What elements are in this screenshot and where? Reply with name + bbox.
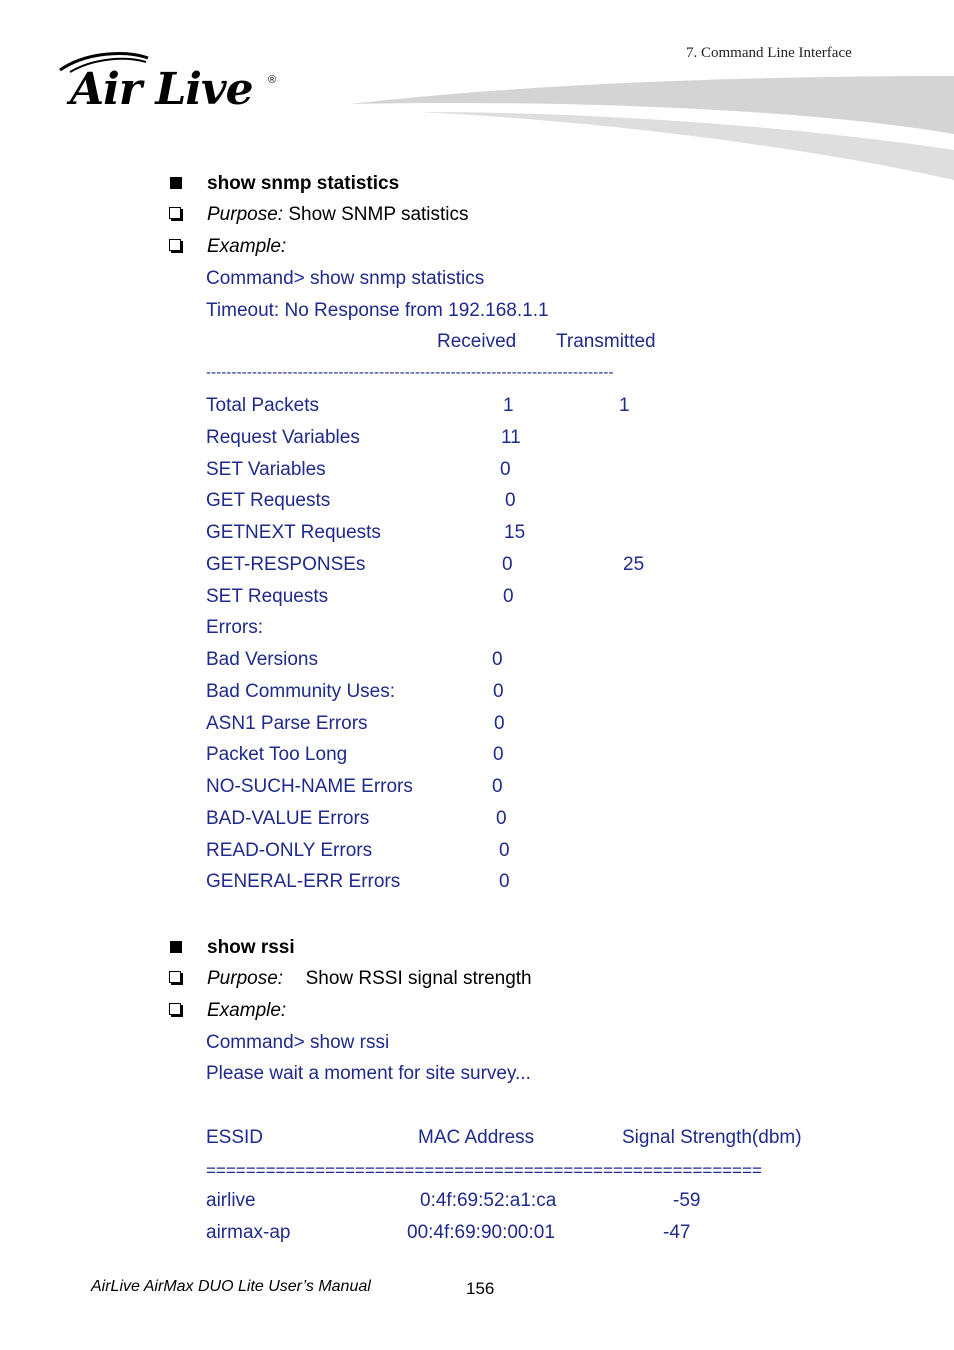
- rssi-row-essid: airmax-ap: [206, 1222, 291, 1243]
- snmp-row-received: 0: [499, 871, 510, 893]
- checkbox-bullet-icon: [169, 971, 181, 983]
- snmp-row-label: NO-SUCH-NAME Errors: [206, 776, 413, 797]
- logo-text: Air Live: [70, 64, 253, 115]
- purpose-text: Show SNMP satistics: [288, 204, 469, 225]
- snmp-row-received: 0: [503, 585, 514, 607]
- page-number: 156: [466, 1279, 495, 1298]
- header-mac: MAC Address: [418, 1127, 535, 1148]
- snmp-row-label: READ-ONLY Errors: [206, 839, 373, 861]
- header-signal: Signal Strength(dbm): [622, 1127, 802, 1148]
- rssi-row-mac: 0:4f:69:52:a1:ca: [420, 1190, 557, 1211]
- snmp-row-received: 0: [496, 807, 507, 829]
- header-essid: ESSID: [206, 1127, 264, 1148]
- chapter-title: 7. Command Line Interface: [686, 45, 852, 61]
- rssi-row-signal: -59: [673, 1190, 701, 1211]
- snmp-row-received: 0: [500, 458, 511, 480]
- snmp-row-label: GET Requests: [206, 490, 331, 512]
- section-bullet-icon: [170, 177, 182, 189]
- command-line: Command> show snmp statistics: [206, 268, 485, 289]
- snmp-row-transmitted: 25: [623, 553, 645, 575]
- logo-registered-mark: ®: [268, 74, 277, 86]
- header-transmitted: Transmitted: [556, 331, 656, 352]
- snmp-row-received: 0: [499, 839, 510, 861]
- section-bullet-icon: [170, 941, 182, 953]
- snmp-row-label: SET Variables: [206, 458, 326, 480]
- snmp-row-transmitted: 1: [619, 395, 630, 416]
- checkbox-bullet-icon: [169, 239, 181, 251]
- snmp-row-received: 1: [503, 395, 514, 416]
- footer-manual-title: AirLive AirMax DUO Lite User’s Manual: [91, 1278, 371, 1295]
- snmp-row-label: GET-RESPONSEs: [206, 553, 366, 575]
- purpose-line: [207, 204, 469, 226]
- snmp-row-label: GETNEXT Requests: [206, 522, 381, 543]
- snmp-row-received: 0: [492, 649, 503, 670]
- snmp-row-label: Bad Community Uses:: [206, 680, 396, 702]
- checkbox-bullet-icon: [169, 1003, 181, 1015]
- rssi-row-signal: -47: [663, 1222, 691, 1243]
- timeout-line: Timeout: No Response from 192.168.1.1: [206, 300, 549, 321]
- snmp-row-received: 0: [505, 490, 516, 512]
- snmp-row-received: 15: [504, 522, 526, 543]
- snmp-row-received: 0: [502, 553, 513, 575]
- snmp-row-received: 0: [493, 744, 504, 766]
- section-title: show snmp statistics: [207, 173, 400, 194]
- example-label: Example:: [207, 236, 287, 257]
- snmp-row-received: 0: [493, 680, 504, 702]
- snmp-row-label: Request Variables: [206, 426, 360, 448]
- wait-line: Please wait a moment for site survey...: [206, 1063, 531, 1084]
- snmp-row-received: 0: [494, 712, 505, 734]
- snmp-row-label: Packet Too Long: [206, 744, 348, 766]
- checkbox-bullet-icon: [169, 207, 181, 219]
- example-label: Example:: [207, 1000, 287, 1021]
- rssi-divider: ========================================================: [206, 1161, 762, 1180]
- purpose-text: Show RSSI signal strength: [305, 968, 532, 989]
- purpose-line: [207, 968, 532, 990]
- purpose-label: Purpose:: [207, 968, 284, 989]
- command-line: Command> show rssi: [206, 1032, 390, 1053]
- rssi-row-essid: airlive: [206, 1190, 256, 1211]
- snmp-row-label: SET Requests: [206, 585, 329, 607]
- snmp-row-label: Total Packets: [206, 395, 319, 416]
- snmp-row-received: 11: [501, 426, 521, 448]
- snmp-row-label: Errors:: [206, 617, 263, 639]
- snmp-row-received: 0: [492, 776, 503, 797]
- rssi-row-mac: 00:4f:69:90:00:01: [407, 1222, 555, 1243]
- snmp-row-label: Bad Versions: [206, 649, 318, 670]
- purpose-label: Purpose:: [207, 204, 284, 225]
- table-divider: --------------------------------------------------------------------------------: [206, 364, 614, 381]
- snmp-row-label: GENERAL-ERR Errors: [206, 871, 401, 893]
- snmp-row-label: BAD-VALUE Errors: [206, 807, 370, 829]
- header-received: Received: [437, 331, 517, 352]
- airlive-logo: [56, 48, 286, 118]
- section-title: show rssi: [207, 937, 295, 958]
- snmp-row-label: ASN1 Parse Errors: [206, 712, 368, 734]
